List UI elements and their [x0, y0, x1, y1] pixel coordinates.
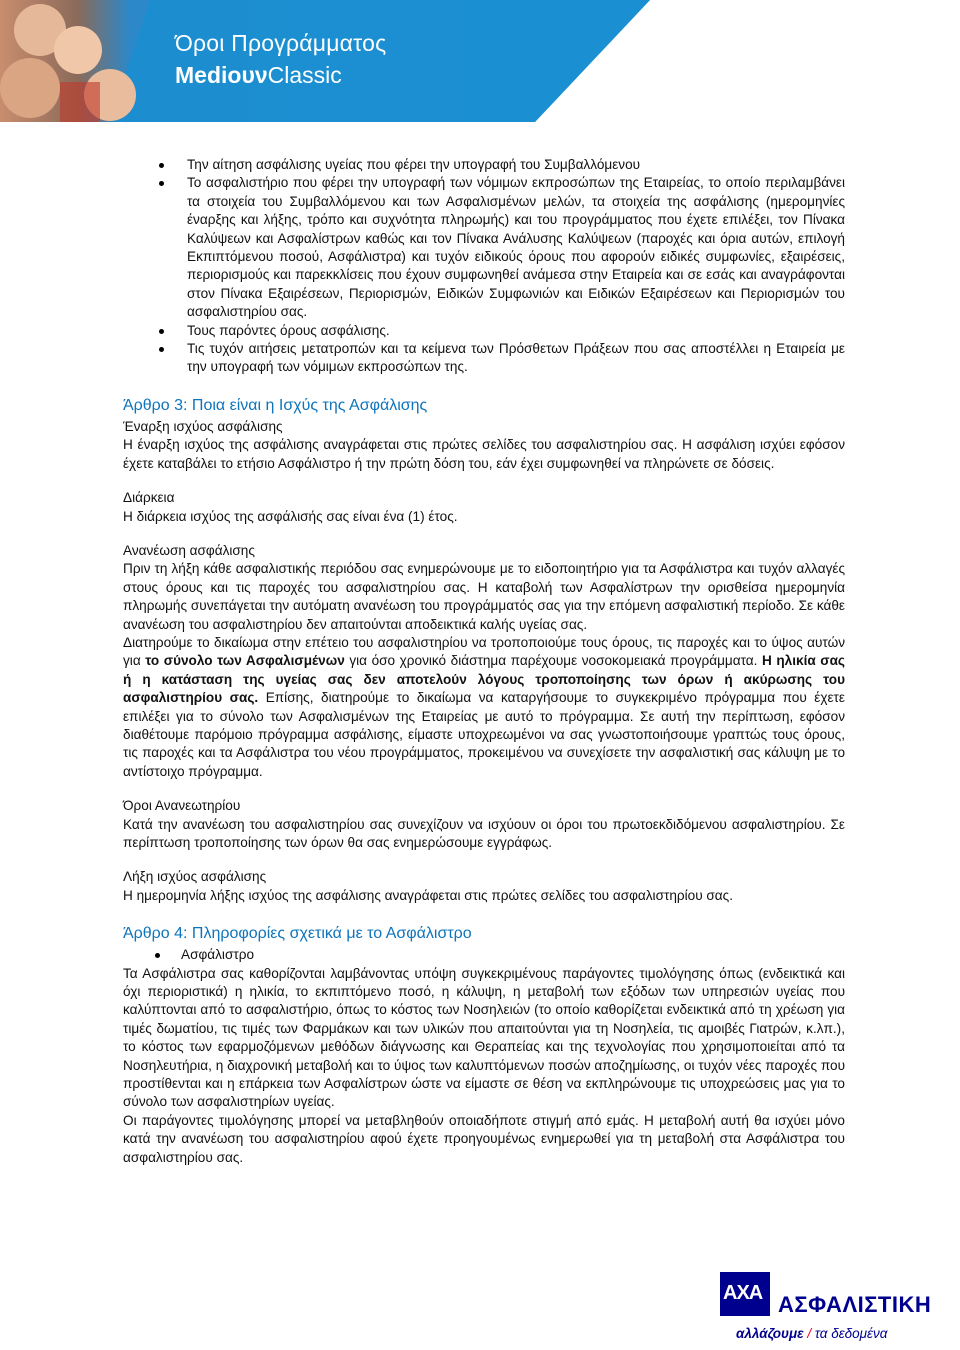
list-item: Τους παρόντες όρους ασφάλισης. — [123, 322, 845, 340]
list-item: Το ασφαλιστήριο που φέρει την υπογραφή των νόμιμων εκπροσώπων της Εταιρείας, το οποίο περιλαμβάνει τα στοιχεία του Συμβαλλόμενου και των Ασφαλισμένων μελών, τα στοιχεία της ασφάλισης (ημερομηνίες έναρξης και λήξης, τρόπο και συχνότητα πληρωμής) και του προγράμματος που έχετε επιλέξει, τον Πίνακα Καλύψεων και Ασφαλίστρων καθώς και τον Πίνακα Ανάλυσης Καλύψεων (παροχές και όρια αυτών, επιλογή Εκπιπτόμενου ποσού, Ασφάλιστρα) και τυχόν ειδικούς όρους που αφορούν ειδικές συμφωνίες, εξαιρέσεις, περιορισμούς και παρεκκλίσεις που έχουν συμφωνηθεί ανάμεσα στην Εταιρεία και σε εσάς και αναγράφονται στον Πίνακα Εξαιρέσεων, Περιορισμών, Ειδικών Συμφωνιών και Ειδικών Εξαιρέσεων και Περιορισμών του ασφαλιστηρίου σας. — [123, 174, 845, 321]
list-item: Την αίτηση ασφάλισης υγείας που φέρει την υπογραφή του Συμβαλλόμενου — [123, 156, 845, 174]
premium-heading: Ασφάλιστρο — [123, 946, 845, 964]
banner-title: Όροι Προγράμματος — [175, 30, 387, 56]
intro-bullet-list — [123, 156, 845, 377]
end-text: Η ημερομηνία λήξης ισχύος της ασφάλισης αναγράφεται στις πρώτες σελίδες του ασφαλιστηρίου σας. — [123, 887, 733, 903]
tagline-slash: / — [807, 1326, 812, 1341]
start-heading: Έναρξη ισχύος ασφάλισης — [123, 418, 283, 434]
tagline-b: τα δεδομένα — [814, 1326, 888, 1341]
tagline-a: αλλάζουμε — [736, 1326, 804, 1341]
duration-text: Η διάρκεια ισχύος της ασφάλισής σας είναι ένα (1) έτος. — [123, 508, 458, 524]
list-item: Τις τυχόν αιτήσεις μετατροπών και τα κείμενα των Πρόσθετων Πράξεων που σας αποστέλλει η Εταιρεία με την υπογραφή των νόμιμων εκπροσώπων της. — [123, 340, 845, 377]
header-banner — [0, 0, 960, 122]
start-text: Η έναρξη ισχύος της ασφάλισης αναγράφεται στις πρώτες σελίδες του ασφαλιστηρίου σας. Η ασφάλιση ισχύει εφόσον έχετε καταβάλει το ετήσιο Ασφάλιστρο ή την πρώτη δόση του, εάν έχει συμφωνηθεί να πληρώνετε σε δόσεις. — [123, 437, 845, 471]
renewal-p2-c: για όσο χρονικό διάστημα παρέχουμε νοσοκομειακά προγράμματα. — [344, 653, 762, 669]
renewal-paragraph-2 — [123, 634, 845, 781]
premium-paragraph-1: Τα Ασφάλιστρα σας καθορίζονται λαμβάνοντας υπόψη συγκεκριμένους παράγοντες τιμολόγησης όπως (ενδεικτικά και όχι περιοριστικά) η ηλικία, το εκπιπτόμενο ποσό, η κάλυψη, η μεταβολή των εξόδων των υπηρεσιών υγείας που καλύπτονται από το ασφαλιστήριο, όπως το κόστος των Νοσηλειών (το οποίο καθορίζεται ενδεικτικά από τη χρέωση για τιμές δωματίου, τις τιμές των Φαρμάκων και των υλικών που απαιτούνται για τη Νοσηλεία, τις αμοιβές Γιατρών, κ.λπ.), το κόστος των εφαρμοζόμενων μεθόδων διάγνωσης και Θεραπείας και της τεχνολογίας που χρησιμοποιείται από τα Νοσηλευτήρια, η διαχρονική μεταβολή και το ύψος των καλυπτόμενων ποσών αποζημίωσης, οι τυχόν νέες παροχές που προστίθενται και η επάρκεια των Ασφαλίστρων ώστε να είμαστε σε θέση να εκπληρώνουμε τις υποχρεώσεις μας για το σύνολο των ασφαλιστηρίων υγείας. — [123, 965, 845, 1110]
renewal-paragraph-1: Πριν τη λήξη κάθε ασφαλιστικής περιόδου σας ενημερώνουμε με το ειδοποιητήριο για τα Ασφάλιστρα και τυχόν αλλαγές στους όρους και τις παροχές του ασφαλιστηρίου σας. Η καταβολή των Ασφαλίστρων την ορισθείσα ημερομηνία πληρωμής συνεπάγεται την αυτόματη ανανέωση του προγράμματός σας για την επόμενη ασφαλιστική περίοδο. Σε κάθε ανανέωση του ασφαλιστηρίου δεν απαιτούνται αποδεικτικά καλής υγείας σας. — [123, 561, 845, 632]
product-name-light: Classic — [267, 62, 342, 88]
terms-text: Κατά την ανανέωση του ασφαλιστηρίου σας συνεχίζουν να ισχύουν οι όροι του πρωτοεκδιδόμενου ασφαλιστηρίου. Σε περίπτωση τροποποίησης των όρων θα σας ενημερώσουμε εγγράφως. — [123, 816, 845, 850]
axa-mark — [720, 1272, 770, 1316]
article-3-title: Άρθρο 3: Ποια είναι η Ισχύς της Ασφάλισης — [123, 396, 428, 414]
duration-heading: Διάρκεια — [123, 490, 175, 506]
logo-tagline — [736, 1326, 887, 1341]
renewal-p2-a: Διατηρούμε το δικαίωμα στην επέτειο του ασφαλιστηρίου να τροποποιούμε τους όρους, τις παροχές και το ύψος αυτών για — [123, 634, 845, 669]
document-body — [123, 156, 845, 1167]
end-heading: Λήξη ισχύος ασφάλισης — [123, 869, 267, 885]
terms-heading: Όροι Ανανεωτηρίου — [123, 798, 241, 814]
renewal-p2-d: Η ηλικία σας ή η κατάσταση της υγείας σας δεν αποτελούν λόγους τροποποίησης των όρων ή ακύρωσης του ασφαλιστηρίου σας. — [123, 653, 845, 706]
renewal-p2-b: το σύνολο των Ασφαλισμένων — [145, 653, 345, 669]
premium-paragraph-2: Οι παράγοντες τιμολόγησης μπορεί να μεταβληθούν οποιαδήποτε στιγμή από εμάς. Η μεταβολή αυτή θα ισχύει μόνο κατά την ανανέωση του ασφαλιστηρίου αφού έχετε προηγουμένως ενημερωθεί για τη μεταβολή στα Ασφάλιστρα του ασφαλιστηρίου σας. — [123, 1112, 845, 1165]
renewal-heading: Ανανέωση ασφάλισης — [123, 542, 255, 558]
product-name — [175, 62, 342, 89]
banner-graphic — [0, 0, 960, 122]
axa-mark-text: AXA — [723, 1282, 763, 1304]
renewal-p2-e: Επίσης, διατηρούμε το δικαίωμα να καταργήσουμε το συγκεκριμένο πρόγραμμα που έχετε επιλέξει για το σύνολο των Ασφαλισμένων της Εταιρείας με αυτό το πρόγραμμα. Σε αυτή την περίπτωση, εφόσον διαθέτουμε παρόμοιο πρόγραμμα ασφάλισης, είμαστε υποχρεωμένοι να σας γνωστοποιήσουμε γραπτώς τους όρους, τις παροχές και τα Ασφάλιστρα του νέου προγράμματος, προκειμένου να συνεχίσετε την ασφαλιστική σας κάλυψη με το αντίστοιχο πρόγραμμα. — [123, 690, 845, 779]
product-name-bold: Mediουν — [175, 62, 268, 88]
premium-bullet — [123, 946, 845, 964]
axa-logo — [720, 1272, 930, 1342]
logo-name: ΑΣΦΑΛΙΣΤΙΚΗ — [778, 1292, 932, 1317]
article-4-title: Άρθρο 4: Πληροφορίες σχετικά με το Ασφάλιστρο — [123, 925, 472, 943]
